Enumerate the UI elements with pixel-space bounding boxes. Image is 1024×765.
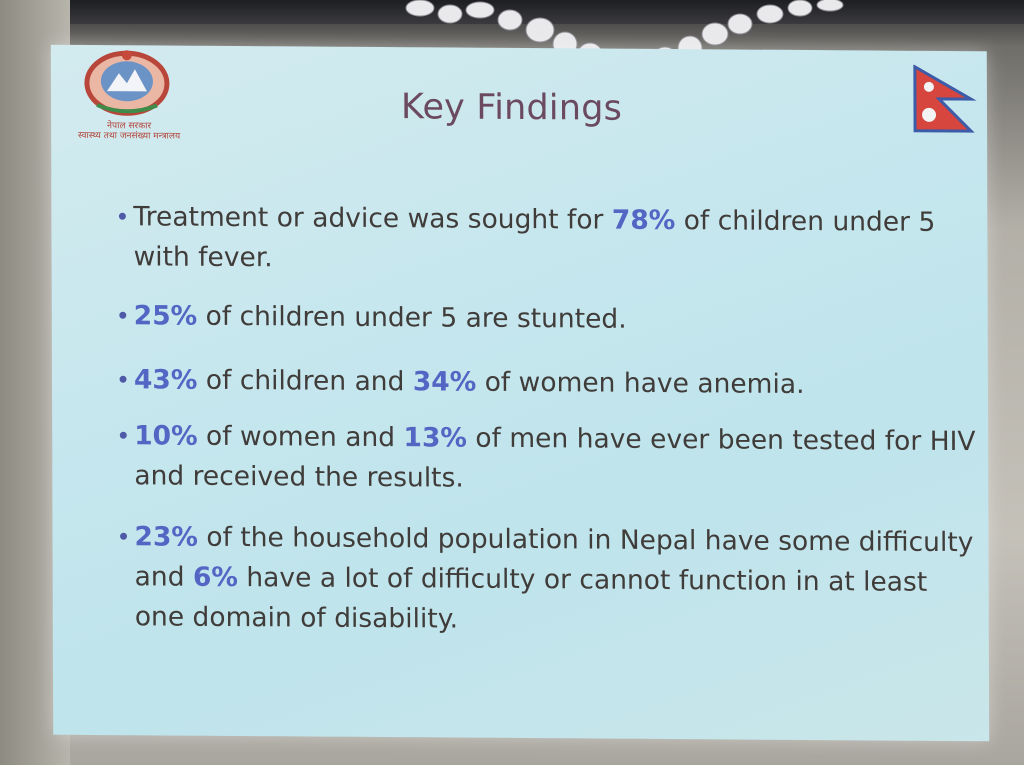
- projection-screen: [51, 45, 989, 742]
- highlight-percentage: 23%: [134, 521, 199, 553]
- finding-bullet: [116, 296, 976, 342]
- highlight-percentage: 13%: [403, 422, 467, 454]
- finding-text: of women have anemia.: [476, 366, 805, 400]
- finding-text: have a lot of difficulty or cannot function in at least one domain of disability.: [134, 562, 928, 635]
- highlight-percentage: 43%: [133, 364, 198, 396]
- finding-text: of children and: [197, 364, 413, 398]
- highlight-percentage: 25%: [133, 300, 198, 332]
- finding-text: of children under 5 are stunted.: [197, 300, 627, 335]
- finding-bullet: [116, 416, 976, 502]
- slide-title: Key Findings: [400, 87, 623, 129]
- highlight-percentage: 6%: [192, 561, 238, 594]
- finding-text: of children under 5 with fever.: [133, 205, 936, 274]
- finding-bullet: [116, 360, 976, 406]
- highlight-percentage: 10%: [134, 420, 198, 452]
- highlight-percentage: 78%: [611, 204, 676, 237]
- finding-bullet: [115, 197, 975, 283]
- highlight-percentage: 34%: [412, 366, 477, 398]
- finding-text: of men have ever been tested for HIV and received the results.: [134, 422, 976, 494]
- finding-text: of the household population in Nepal have some difficulty and: [134, 521, 974, 593]
- nepal-flag-icon: [913, 65, 977, 133]
- key-findings-list: [115, 197, 977, 643]
- finding-text: Treatment or advice was sought for: [133, 201, 612, 236]
- finding-bullet: [116, 517, 976, 643]
- finding-text: of women and: [197, 420, 404, 454]
- emblem-caption: नेपाल सरकार स्वास्थ्य तथा जनसंख्या मन्त्रालय: [78, 121, 181, 142]
- government-emblem-icon: [77, 47, 177, 118]
